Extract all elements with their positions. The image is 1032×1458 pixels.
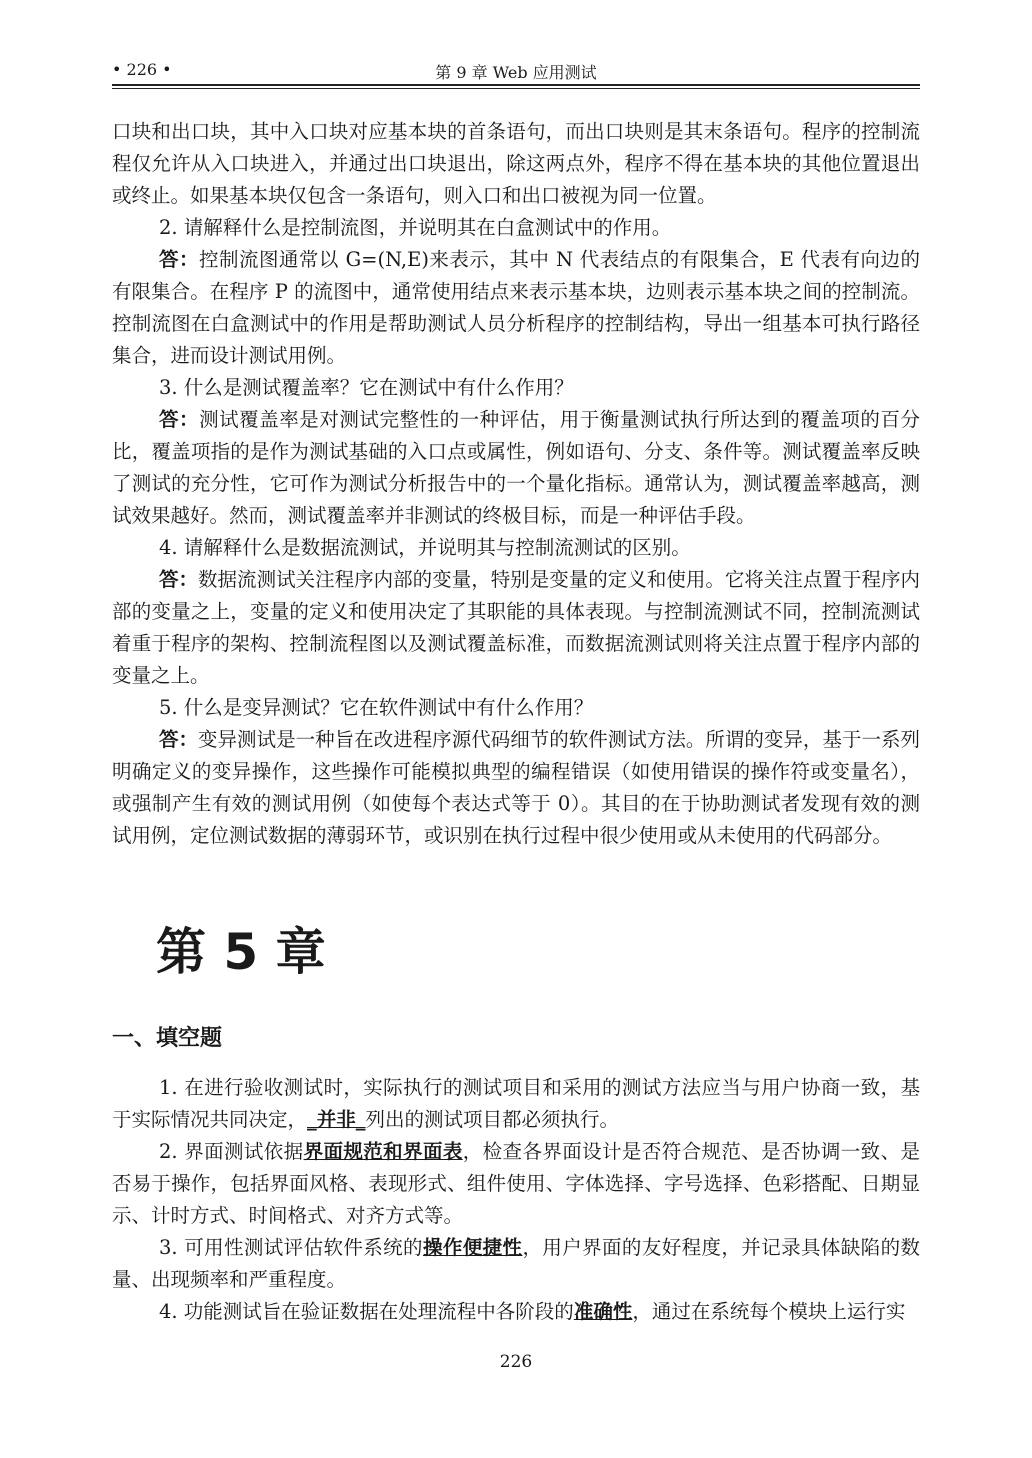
answer-blank: _并非_ [307,1108,366,1131]
header-page-number: • 226 • [112,60,172,79]
answer: 答：测试覆盖率是对测试完整性的一种评估，用于衡量测试执行所达到的覆盖项的百分比，覆盖项指的是作为测试基础的入口点或属性，例如语句、分支、条件等。测试覆盖率反映了测试的充分性，它可作为测试分析报告中的一个量化指标。通常认为，测试覆盖率越高，测试效果越好。然而，测试覆盖率并非测试的终极目标，而是一种评估手段。 [112,408,920,527]
section-heading: 一、填空题 [112,1026,223,1051]
fill-item: 2. 界面测试依据界面规范和界面表，检查各界面设计是否符合规范、是否协调一致、是否易于操作，包括界面风格、表现形式、组件使用、字体选择、字号选择、色彩搭配、日期显示、计时方式、时间格式、对齐方式等。 [112,1140,920,1227]
answer-label: 答： [159,728,199,751]
header-rule-thick [112,84,920,86]
question: 2. 请解释什么是控制流图，并说明其在白盒测试中的作用。 [159,216,672,239]
paragraph: 口块和出口块，其中入口块对应基本块的首条语句，而出口块则是其末条语句。程序的控制流程仅允许从入口块进入，并通过出口块退出，除这两点外，程序不得在基本块的其他位置退出或终止。如果基本块仅包含一条语句，则入口和出口被视为同一位置。 [112,120,920,207]
chapter-heading: 第 5 章 [156,923,326,981]
fill-in-questions [112,1072,920,1328]
page-header [112,58,920,84]
answer-blank: 界面规范和界面表 [303,1140,463,1163]
body-text [112,116,920,852]
answer: 答：数据流测试关注程序内部的变量，特别是变量的定义和使用。它将关注点置于程序内部的变量之上，变量的定义和使用决定了其职能的具体表现。与控制流测试不同，控制流测试着重于程序的架构、控制流程图以及测试覆盖标准，而数据流测试则将关注点置于程序内部的变量之上。 [112,568,920,687]
answer-label: 答： [159,568,199,591]
fill-item: 3. 可用性测试评估软件系统的操作便捷性，用户界面的友好程度，并记录具体缺陷的数量、出现频率和严重程度。 [112,1236,920,1291]
question: 5. 什么是变异测试？它在软件测试中有什么作用？ [159,696,594,719]
fill-item: 4. 功能测试旨在验证数据在处理流程中各阶段的准确性，通过在系统每个模块上运行实 [159,1300,906,1323]
answer-label: 答： [159,248,199,271]
question: 4. 请解释什么是数据流测试，并说明其与控制流测试的区别。 [159,536,691,559]
answer: 答：控制流图通常以 G=(N,E)来表示，其中 N 代表结点的有限集合，E 代表有向边的有限集合。在程序 P 的流图中，通常使用结点来表示基本块，边则表示基本块之间的控制流。控制流图在白盒测试中的作用是帮助测试人员分析程序的控制结构，导出一组基本可执行路径集合，进而设计测试用例。 [112,248,920,367]
header-chapter-title: 第 9 章 Web 应用测试 [435,63,597,82]
question: 3. 什么是测试覆盖率？它在测试中有什么作用？ [159,376,574,399]
answer-blank: 操作便捷性 [422,1236,523,1259]
answer-label: 答： [159,408,200,431]
header-rule-thin [112,88,920,89]
fill-item: 1. 在进行验收测试时，实际执行的测试项目和采用的测试方法应当与用户协商一致，基于实际情况共同决定，_并非_列出的测试项目都必须执行。 [112,1076,920,1131]
footer-page-number: 226 [499,1352,533,1372]
answer-blank: 准确性 [573,1300,633,1323]
answer: 答：变异测试是一种旨在改进程序源代码细节的软件测试方法。所谓的变异，基于一系列明确定义的变异操作，这些操作可能模拟典型的编程错误（如使用错误的操作符或变量名），或强制产生有效的测试用例（如使每个表达式等于 0）。其目的在于协助测试者发现有效的测试用例，定位测试数据的薄弱环节，或识别在执行过程中很少使用或从未使用的代码部分。 [112,728,920,847]
